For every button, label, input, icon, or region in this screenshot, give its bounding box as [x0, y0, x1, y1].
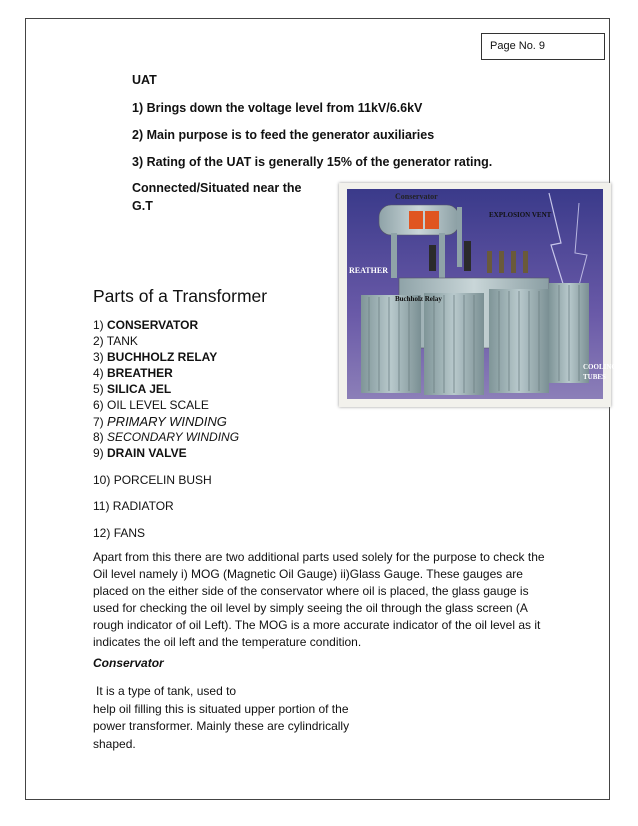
transformer-photo: [339, 183, 617, 407]
part-item-9: [93, 446, 187, 460]
part-num: 4): [93, 366, 104, 380]
part-num: 10): [93, 473, 111, 487]
part-num: 5): [93, 382, 104, 396]
label-buchholz: Buchholz Relay: [395, 295, 442, 303]
part-label: RADIATOR: [112, 499, 174, 513]
part-item-7: [93, 414, 227, 429]
part-item-4: [93, 366, 173, 380]
part-item-12: [93, 526, 145, 540]
part-num: 2): [93, 334, 104, 348]
conservator-line-1: It is a type of tank, used to: [96, 684, 237, 698]
part-label: SILICA JEL: [107, 382, 172, 396]
part-label: FANS: [113, 526, 146, 540]
part-label: TANK: [106, 334, 138, 348]
label-explosion-vent: EXPLOSION VENT: [489, 211, 552, 219]
part-item-10: [93, 473, 212, 487]
part-num: 12): [93, 526, 111, 540]
label-conservator: Conservator: [395, 192, 438, 201]
uat-location-line-1: Connected/Situated near the: [132, 181, 302, 195]
uat-heading: UAT: [132, 73, 157, 87]
label-breather: REATHER: [349, 266, 388, 275]
part-label: SECONDARY WINDING: [107, 430, 240, 444]
part-item-3: [93, 350, 217, 364]
part-num: 1): [93, 318, 104, 332]
uat-point-2: 2) Main purpose is to feed the generator auxiliaries: [132, 128, 435, 142]
label-cooling: COOLING: [583, 363, 617, 371]
part-num: 7): [93, 415, 104, 429]
part-item-6: [93, 398, 209, 412]
part-item-2: [93, 334, 138, 348]
gauges-paragraph: Apart from this there are two additional parts used solely for the purpose to check the Oil level namely i) MOG (Magnetic Oil Gauge) ii)Glass Gauge. These gauges are placed on the either side of the conservator where oil is placed, the glass gauge is used for checking the oil level by simply seeing the oil through the glass screen (A rough indicator of oil Left). The MOG is a more accurate indicator of the oil level as it indicates the oil left and the temperature condition.: [93, 550, 545, 649]
part-item-8: [93, 430, 239, 444]
page-number: Page No. 9: [481, 33, 605, 60]
part-item-5: [93, 382, 171, 396]
parts-title: Parts of a Transformer: [93, 286, 268, 306]
part-label: CONSERVATOR: [107, 318, 199, 332]
conservator-text: [93, 683, 363, 753]
conservator-rest: help oil filling this is situated upper portion of the power transformer. Mainly these are cylindrically shaped.: [93, 701, 350, 751]
uat-point-1: 1) Brings down the voltage level from 11kV/6.6kV: [132, 101, 423, 115]
transformer-illustration: [339, 183, 617, 407]
part-num: 9): [93, 446, 104, 460]
part-label: OIL LEVEL SCALE: [107, 398, 209, 412]
conservator-heading: Conservator: [93, 656, 164, 670]
uat-point-3: 3) Rating of the UAT is generally 15% of the generator rating.: [132, 155, 493, 169]
part-label: DRAIN VALVE: [107, 446, 187, 460]
part-num: 11): [93, 499, 110, 513]
part-item-1: [93, 318, 198, 332]
uat-location-line-2: G.T: [132, 199, 153, 213]
part-num: 3): [93, 350, 104, 364]
part-label: PRIMARY WINDING: [107, 414, 227, 429]
part-item-11: [93, 499, 174, 513]
part-label: BUCHHOLZ RELAY: [107, 350, 218, 364]
part-num: 6): [93, 398, 104, 412]
part-label: PORCELIN BUSH: [113, 473, 212, 487]
part-num: 8): [93, 430, 104, 444]
part-label: BREATHER: [107, 366, 173, 380]
label-tubes: TUBES: [583, 373, 606, 381]
